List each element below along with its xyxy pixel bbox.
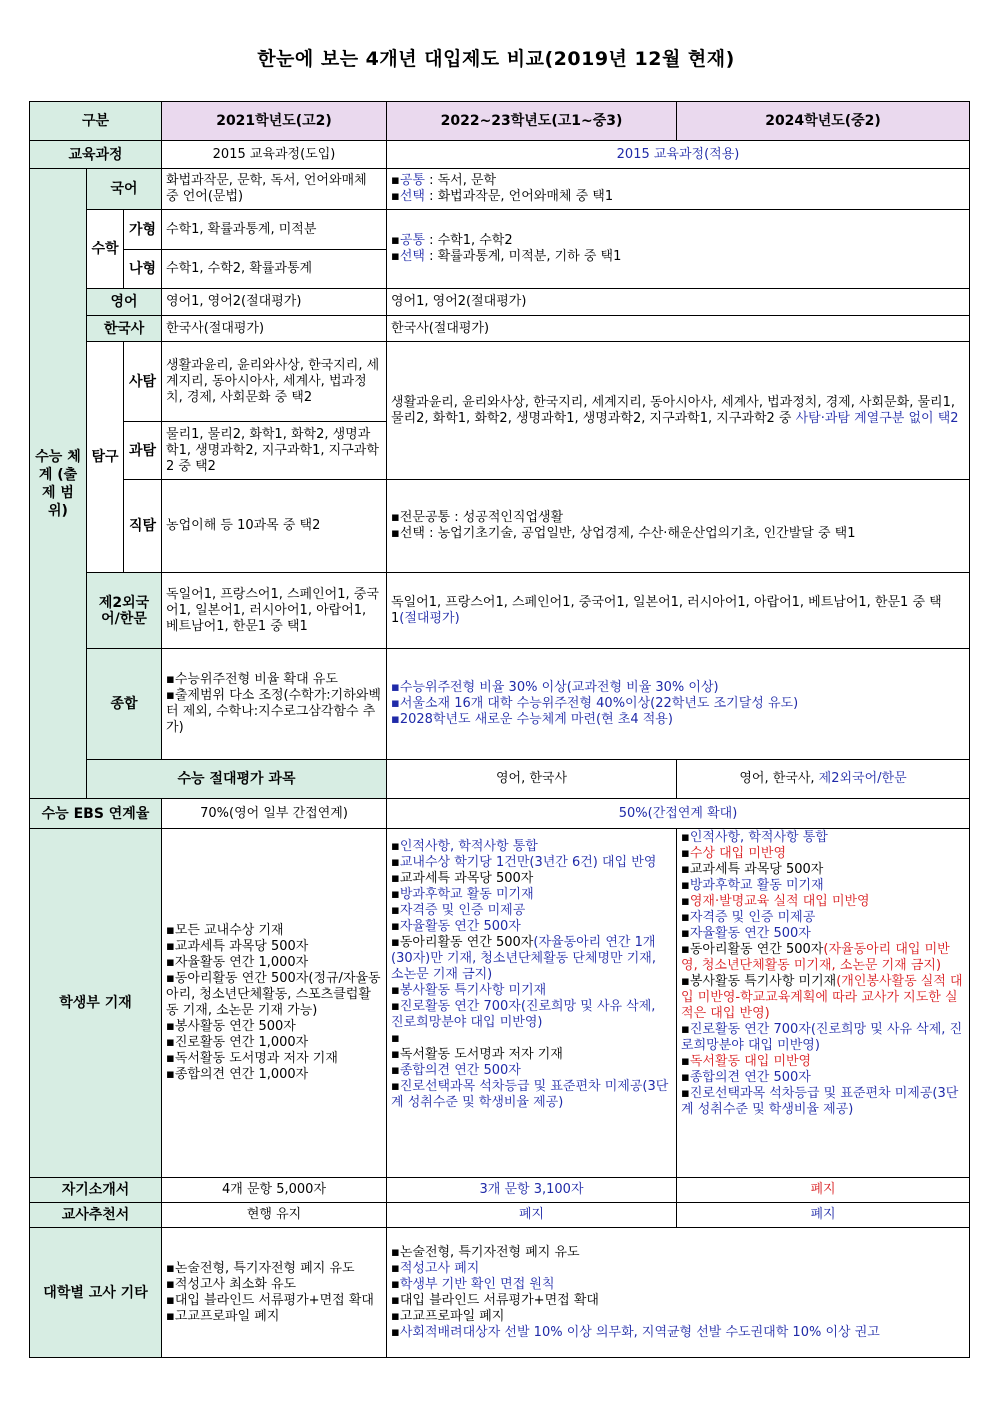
record-2021-item bbox=[166, 971, 382, 1019]
page-title: 한눈에 보는 4개년 대입제도 비교(2019년 12월 현재) bbox=[257, 48, 735, 70]
univ-2021-text: 적성고사 최소화 유도 bbox=[174, 1276, 297, 1292]
math-ga-2021: 수학1, 확률과통계, 미적분 bbox=[162, 210, 387, 250]
inquiry-social-label: 사탐 bbox=[124, 342, 162, 422]
korean-2021: 화법과작문, 문학, 독서, 언어와매체 중 언어(문법) bbox=[162, 169, 387, 210]
inquiry-vocational-2022 bbox=[387, 480, 970, 573]
history-2021: 한국사(절대평가) bbox=[162, 316, 387, 342]
english-2021: 영어1, 영어2(절대평가) bbox=[162, 289, 387, 316]
inquiry-2022-highlight: 사탐·과탐 계열구분 없이 택2 bbox=[795, 410, 959, 426]
inquiry-vocational-2021: 농업이해 등 10과목 중 택2 bbox=[162, 480, 387, 573]
absolute-2021: 영어, 한국사 bbox=[387, 760, 677, 799]
record-2024-text: 자율활동 연간 500자 bbox=[689, 926, 811, 941]
header-2022: 2022~23학년도(고1~중3) bbox=[387, 102, 677, 141]
univ-label: 대학별 고사 기타 bbox=[30, 1228, 162, 1358]
ebs-label: 수능 EBS 연계율 bbox=[30, 799, 162, 829]
record-2022-item bbox=[391, 935, 672, 983]
math-common-key: 공통 bbox=[399, 233, 425, 248]
overall-label: 종합 bbox=[87, 649, 162, 760]
inquiry-label: 탐구 bbox=[87, 342, 124, 573]
record-2022-text: 교과세특 과목당 500자 bbox=[399, 871, 534, 886]
record-2024-text: 방과후학교 활동 미기재 bbox=[689, 878, 824, 893]
record-2024-item bbox=[681, 878, 965, 894]
record-2022-detail: (자율동아리 연간 1개(30자)만 기재, 청소년단체활동 단체명만 기재, 소논문 기재 금지) bbox=[391, 935, 656, 982]
univ-2021-text: 대입 블라인드 서류평가+면접 확대 bbox=[174, 1292, 374, 1308]
second-lang-2022 bbox=[387, 573, 970, 649]
univ-2022-text: 적성고사 폐지 bbox=[399, 1260, 480, 1276]
math-label: 수학 bbox=[87, 210, 124, 289]
record-2024-item bbox=[681, 910, 965, 926]
second-lang-2022-text: 독일어1, 프랑스어1, 스페인어1, 중국어1, 일본어1, 러시아어1, 아랍어1, 베트남어1, 한문1 중 택1 bbox=[391, 594, 942, 626]
math-na-label: 나형 bbox=[124, 250, 162, 289]
univ-2021-item bbox=[166, 1261, 382, 1277]
record-2024-text: 종합의견 연간 500자 bbox=[689, 1070, 811, 1085]
record-2021-item bbox=[166, 1051, 382, 1067]
korean-elective: : 화법과작문, 언어와매체 중 택1 bbox=[424, 189, 614, 204]
record-2022-text: 자격증 및 인증 미제공 bbox=[399, 903, 526, 918]
univ-2022-item bbox=[391, 1293, 965, 1309]
univ-2021-item bbox=[166, 1309, 382, 1325]
record-2021-text: 봉사활동 연간 500자 bbox=[174, 1019, 296, 1034]
record-2024-item bbox=[681, 926, 965, 942]
comparison-table bbox=[29, 101, 970, 1358]
english-2022: 영어1, 영어2(절대평가) bbox=[387, 289, 970, 316]
record-2022-text: 인적사항, 학적사항 통합 bbox=[399, 839, 538, 854]
record-2024-text: 자격증 및 인증 미제공 bbox=[689, 910, 816, 925]
curriculum-2021: 2015 교육과정(도입) bbox=[162, 141, 387, 169]
record-2021-item bbox=[166, 1019, 382, 1035]
overall-2022 bbox=[387, 649, 970, 760]
inquiry-science-2021: 물리1, 물리2, 화학1, 화학2, 생명과학1, 생명과학2, 지구과학1, 지구과학2 중 택2 bbox=[162, 422, 387, 480]
inquiry-vocational-label: 직탐 bbox=[124, 480, 162, 573]
second-lang-2022-highlight: (절대평가) bbox=[399, 610, 460, 626]
overall-2021 bbox=[162, 649, 387, 760]
record-2021-text: 교과세특 과목당 500자 bbox=[174, 939, 309, 954]
univ-2021-item bbox=[166, 1293, 382, 1309]
overall-2022-a: 수능위주전형 비율 30% 이상(교과전형 비율 30% 이상) bbox=[399, 680, 719, 695]
overall-2021-b: 출제범위 다소 조정(수학가:기하와벡터 제외, 수학나:지수로그삼각함수 추가) bbox=[166, 688, 381, 735]
univ-2022-item bbox=[391, 1261, 965, 1277]
univ-2022-item bbox=[391, 1245, 965, 1261]
record-2021-item bbox=[166, 1067, 382, 1083]
inquiry-2022-text: 생활과윤리, 윤리와사상, 한국지리, 세계지리, 동아시아사, 세계사, 법과정치, 경제, 사회문화, 물리1, 물리2, 화학1, 화학2, 생명과학1, 생명과학2, 지구과학1, 지구과학2 중 bbox=[391, 394, 956, 426]
univ-2022-text: 논술전형, 특기자전형 폐지 유도 bbox=[399, 1244, 580, 1260]
record-2022-detail: (진로희망 및 사유 삭제, 진로희망분야 대입 미반영) bbox=[391, 999, 656, 1030]
record-2024-item bbox=[681, 846, 965, 862]
record-2024 bbox=[677, 829, 970, 1178]
univ-2021-item bbox=[166, 1277, 382, 1293]
record-2021-item bbox=[166, 1035, 382, 1051]
math-na-2021: 수학1, 수학2, 확률과통계 bbox=[162, 250, 387, 289]
record-2021-text: 독서활동 도서명과 저자 기재 bbox=[174, 1051, 338, 1066]
essay-2024: 폐지 bbox=[677, 1178, 970, 1203]
record-2021-text: 자율활동 연간 1,000자 bbox=[174, 955, 309, 970]
record-2024-detail: (자율동아리 대입 미반영, 청소년단체활동 미기재, 소논문 기재 금지) bbox=[681, 942, 950, 973]
inquiry-social-2021: 생활과윤리, 윤리와사상, 한국지리, 세계지리, 동아시아사, 세계사, 법과정치, 경제, 사회문화 중 택2 bbox=[162, 342, 387, 422]
math-elective: : 확률과통계, 미적분, 기하 중 택1 bbox=[424, 249, 622, 264]
record-2024-item bbox=[681, 974, 965, 1022]
record-2022-item bbox=[391, 919, 672, 935]
univ-2022 bbox=[387, 1228, 970, 1358]
univ-2022-item bbox=[391, 1325, 965, 1341]
absolute-2022 bbox=[677, 760, 970, 799]
record-2024-text: 봉사활동 특기사항 미기재 bbox=[689, 974, 837, 989]
record-2024-text: 독서활동 대입 미반영 bbox=[689, 1054, 812, 1069]
curriculum-label: 교육과정 bbox=[30, 141, 162, 169]
korean-label: 국어 bbox=[87, 169, 162, 210]
voc-common: 전문공통 : 성공적인직업생활 bbox=[399, 510, 564, 525]
record-2024-detail: (개인봉사활동 실적 대입 미반영-학교교육계획에 따라 교사가 지도한 실적은 대입 반영) bbox=[681, 974, 963, 1021]
univ-2022-text: 고교프로파일 폐지 bbox=[399, 1308, 505, 1324]
absolute-label: 수능 절대평가 과목 bbox=[87, 760, 387, 799]
record-2022-text: 동아리활동 연간 500자 bbox=[399, 935, 534, 950]
inquiry-science-label: 과탐 bbox=[124, 422, 162, 480]
record-2022-text: 방과후학교 활동 미기재 bbox=[399, 887, 534, 902]
math-ga-label: 가형 bbox=[124, 210, 162, 250]
english-label: 영어 bbox=[87, 289, 162, 316]
curriculum-2022: 2015 교육과정(적용) bbox=[387, 141, 970, 169]
voc-elective: 선택 : 농업기초기술, 공업일반, 상업경제, 수산·해운산업의기초, 인간발달 중 택1 bbox=[399, 526, 856, 541]
univ-2022-text: 대입 블라인드 서류평가+면접 확대 bbox=[399, 1292, 599, 1308]
header-2021: 2021학년도(고2) bbox=[162, 102, 387, 141]
essay-2022: 3개 문항 3,100자 bbox=[387, 1178, 677, 1203]
record-2024-item bbox=[681, 830, 965, 846]
record-2021-item bbox=[166, 955, 382, 971]
korean-common-key: 공통 bbox=[399, 173, 425, 188]
overall-2021-a: ▪ 수능위주전형 비율 확대 유도 bbox=[166, 672, 382, 688]
history-label: 한국사 bbox=[87, 316, 162, 342]
overall-2022-c: 2028학년도 새로운 수능체계 마련(현 초4 적용) bbox=[399, 712, 673, 727]
record-2024-text: 진로활동 연간 700자 bbox=[689, 1022, 811, 1037]
record-label: 학생부 기재 bbox=[30, 829, 162, 1178]
univ-2021-text: 고교프로파일 폐지 bbox=[174, 1308, 280, 1324]
record-2024-text: 영재·발명교육 실적 대입 미반영 bbox=[689, 894, 870, 909]
record-2024-item bbox=[681, 1070, 965, 1086]
korean-common: : 독서, 문학 bbox=[424, 173, 497, 188]
record-2022-text: 봉사활동 특기사항 미기재 bbox=[399, 983, 547, 998]
second-lang-2021: 독일어1, 프랑스어1, 스페인어1, 중국어1, 일본어1, 러시아어1, 아랍어1, 베트남어1, 한문1 중 택1 bbox=[162, 573, 387, 649]
math-2022 bbox=[387, 210, 970, 289]
record-2022-item bbox=[391, 855, 672, 871]
record-2022-item bbox=[391, 999, 672, 1031]
record-2022-text: 독서활동 도서명과 저자 기재 bbox=[399, 1047, 563, 1062]
record-2024-item bbox=[681, 942, 965, 974]
ebs-2021: 70%(영어 일부 간접연계) bbox=[162, 799, 387, 829]
record-2024-item bbox=[681, 1086, 965, 1118]
record-2022-item bbox=[391, 1047, 672, 1063]
record-2021-text: 종합의견 연간 1,000자 bbox=[174, 1067, 309, 1082]
record-2024-text: 수상 대입 미반영 bbox=[689, 846, 786, 861]
essay-label: 자기소개서 bbox=[30, 1178, 162, 1203]
record-2022-item bbox=[391, 1031, 672, 1047]
record-2022-text: 교내수상 학기당 1건만(3년간 6건) 대입 반영 bbox=[399, 855, 657, 870]
record-2022-text: 자율활동 연간 500자 bbox=[399, 919, 521, 934]
record-2024-text: 동아리활동 연간 500자 bbox=[689, 942, 824, 957]
record-2022-item bbox=[391, 839, 672, 855]
record-2022-text: 진로활동 연간 700자 bbox=[399, 999, 521, 1014]
scope-label: 수능 체계 (출제 범위) bbox=[30, 169, 87, 799]
header-2024: 2024학년도(중2) bbox=[677, 102, 970, 141]
record-2022-item bbox=[391, 903, 672, 919]
essay-2021: 4개 문항 5,000자 bbox=[162, 1178, 387, 1203]
recommend-label: 교사추천서 bbox=[30, 1203, 162, 1228]
record-2024-text: 인적사항, 학적사항 통합 bbox=[689, 830, 828, 845]
record-2022-item bbox=[391, 871, 672, 887]
overall-2021-b-wrap bbox=[166, 688, 382, 736]
recommend-2024: 폐지 bbox=[677, 1203, 970, 1228]
record-2022-item bbox=[391, 1079, 672, 1111]
record-2022-text: 진로선택과목 석차등급 및 표준편차 미제공(3단계 성취수준 및 학생비율 제공) bbox=[391, 1079, 669, 1110]
univ-2021 bbox=[162, 1228, 387, 1358]
math-common: : 수학1, 수학2 bbox=[424, 233, 513, 248]
header-gubun: 구분 bbox=[30, 102, 162, 141]
absolute-2022-highlight: 제2외국어/한문 bbox=[818, 771, 907, 786]
record-2022 bbox=[387, 829, 677, 1178]
record-2024-text: 진로선택과목 석차등급 및 표준편차 미제공(3단계 성취수준 및 학생비율 제공) bbox=[681, 1086, 959, 1117]
record-2024-text: 교과세특 과목당 500자 bbox=[689, 862, 824, 877]
univ-2022-item bbox=[391, 1277, 965, 1293]
record-2022-item bbox=[391, 983, 672, 999]
record-2024-detail: (진로희망 및 사유 삭제, 진로희망분야 대입 미반영) bbox=[681, 1022, 963, 1053]
record-2021-text: 동아리활동 연간 500자(정규/자율동아리, 청소년단체활동, 스포츠클럽활동 기재, 소논문 기재 가능) bbox=[166, 971, 381, 1018]
history-2022: 한국사(절대평가) bbox=[387, 316, 970, 342]
record-2022-text: 종합의견 연간 500자 bbox=[399, 1063, 521, 1078]
univ-2022-text: 학생부 기반 확인 면접 원칙 bbox=[399, 1276, 555, 1292]
record-2021-text: 모든 교내수상 기재 bbox=[174, 923, 284, 938]
inquiry-2022 bbox=[387, 342, 970, 480]
math-elective-key: 선택 bbox=[399, 249, 425, 264]
recommend-2022: 폐지 bbox=[387, 1203, 677, 1228]
univ-2022-text: 사회적배려대상자 선발 10% 이상 의무화, 지역균형 선발 수도권대학 10% 이상 권고 bbox=[399, 1324, 880, 1340]
univ-2021-text: 논술전형, 특기자전형 폐지 유도 bbox=[174, 1260, 355, 1276]
absolute-2022-text: 영어, 한국사, bbox=[739, 771, 819, 786]
record-2024-item bbox=[681, 862, 965, 878]
second-lang-label: 제2외국어/한문 bbox=[87, 573, 162, 649]
record-2021-item bbox=[166, 939, 382, 955]
korean-2022 bbox=[387, 169, 970, 210]
ebs-2022: 50%(간접연계 확대) bbox=[387, 799, 970, 829]
recommend-2021: 현행 유지 bbox=[162, 1203, 387, 1228]
record-2021 bbox=[162, 829, 387, 1178]
record-2024-item bbox=[681, 1022, 965, 1054]
record-2022-item bbox=[391, 887, 672, 903]
record-2022-item bbox=[391, 1063, 672, 1079]
overall-2022-b: 서울소재 16개 대학 수능위주전형 40%이상(22학년도 조기달성 유도) bbox=[399, 696, 799, 711]
record-2024-item bbox=[681, 894, 965, 910]
record-2024-item bbox=[681, 1054, 965, 1070]
record-2021-text: 진로활동 연간 1,000자 bbox=[174, 1035, 309, 1050]
univ-2022-item bbox=[391, 1309, 965, 1325]
record-2021-item bbox=[166, 923, 382, 939]
korean-elective-key: 선택 bbox=[399, 189, 425, 204]
